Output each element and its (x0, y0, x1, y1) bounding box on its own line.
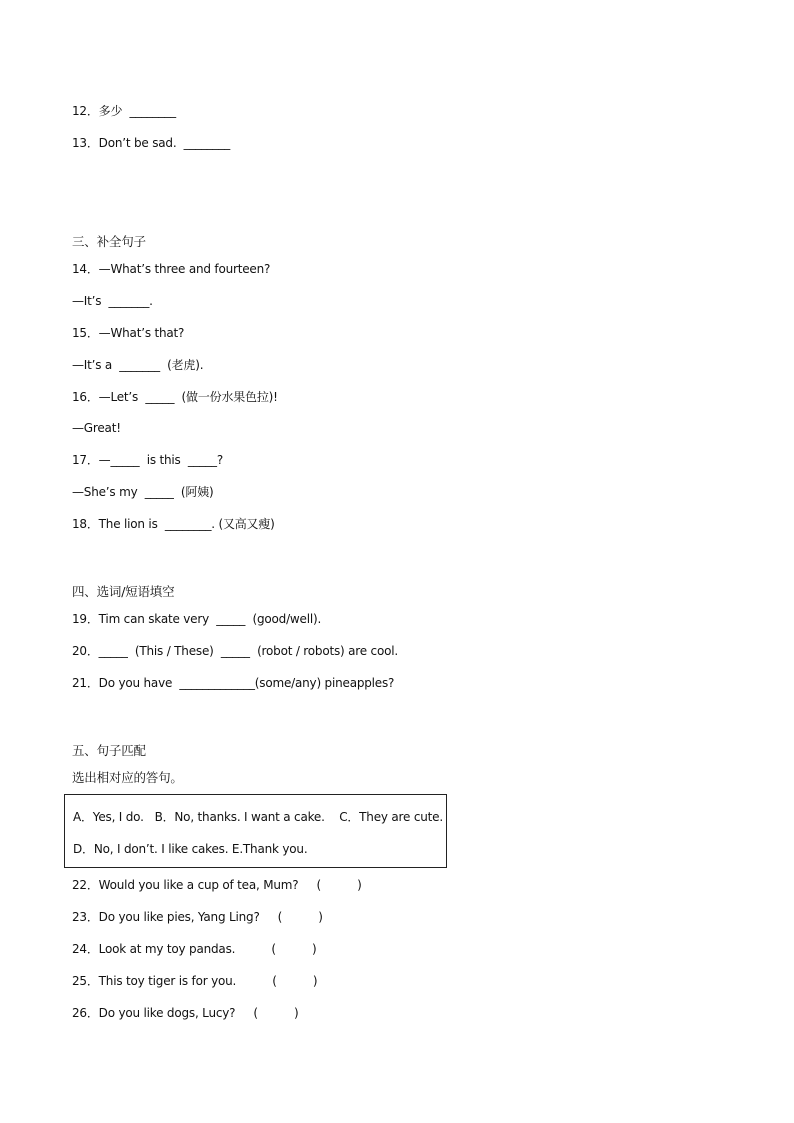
section-5-instruction: 选出相对应的答句。 (72, 770, 183, 785)
answer-options-line-1: A．Yes, I do. B．No, thanks. I want a cake. C．They are cute. (73, 810, 443, 824)
question-16: 16．—Let’s _____ (做一份水果色拉)! (72, 390, 278, 404)
question-17-answer: —She’s my _____ (阿姨) (72, 485, 214, 499)
question-14-answer: —It’s _______. (72, 294, 153, 308)
question-15-answer: —It’s a _______ (老虎). (72, 358, 204, 372)
section-4-title: 四、选词/短语填空 (72, 584, 175, 599)
question-16-answer: —Great! (72, 421, 121, 435)
answer-options-box (64, 794, 447, 868)
question-25: 25．This toy tiger is for you. ( ) (72, 974, 318, 988)
answer-options-line-2: D．No, I don’t. I like cakes. E.Thank you. (73, 842, 308, 856)
question-18: 18．The lion is ________. (又高又瘦) (72, 517, 275, 531)
section-5-title: 五、句子匹配 (72, 743, 146, 758)
section-3-title: 三、补全句子 (72, 234, 146, 249)
question-26: 26．Do you like dogs, Lucy? ( ) (72, 1006, 299, 1020)
question-12: 12．多少 ________ (72, 104, 176, 118)
question-20: 20．_____ (This / These) _____ (robot / robots) are cool. (72, 644, 398, 658)
question-17: 17．—_____ is this _____? (72, 453, 223, 467)
question-19: 19．Tim can skate very _____ (good/well). (72, 612, 322, 626)
question-22: 22．Would you like a cup of tea, Mum? ( ) (72, 878, 362, 892)
question-23: 23．Do you like pies, Yang Ling? ( ) (72, 910, 323, 924)
question-13: 13．Don’t be sad. ________ (72, 136, 231, 150)
question-21: 21．Do you have _____________(some/any) pineapples? (72, 676, 395, 690)
question-14: 14．—What’s three and fourteen? (72, 262, 271, 276)
question-15: 15．—What’s that? (72, 326, 185, 340)
question-24: 24．Look at my toy pandas. ( ) (72, 942, 317, 956)
